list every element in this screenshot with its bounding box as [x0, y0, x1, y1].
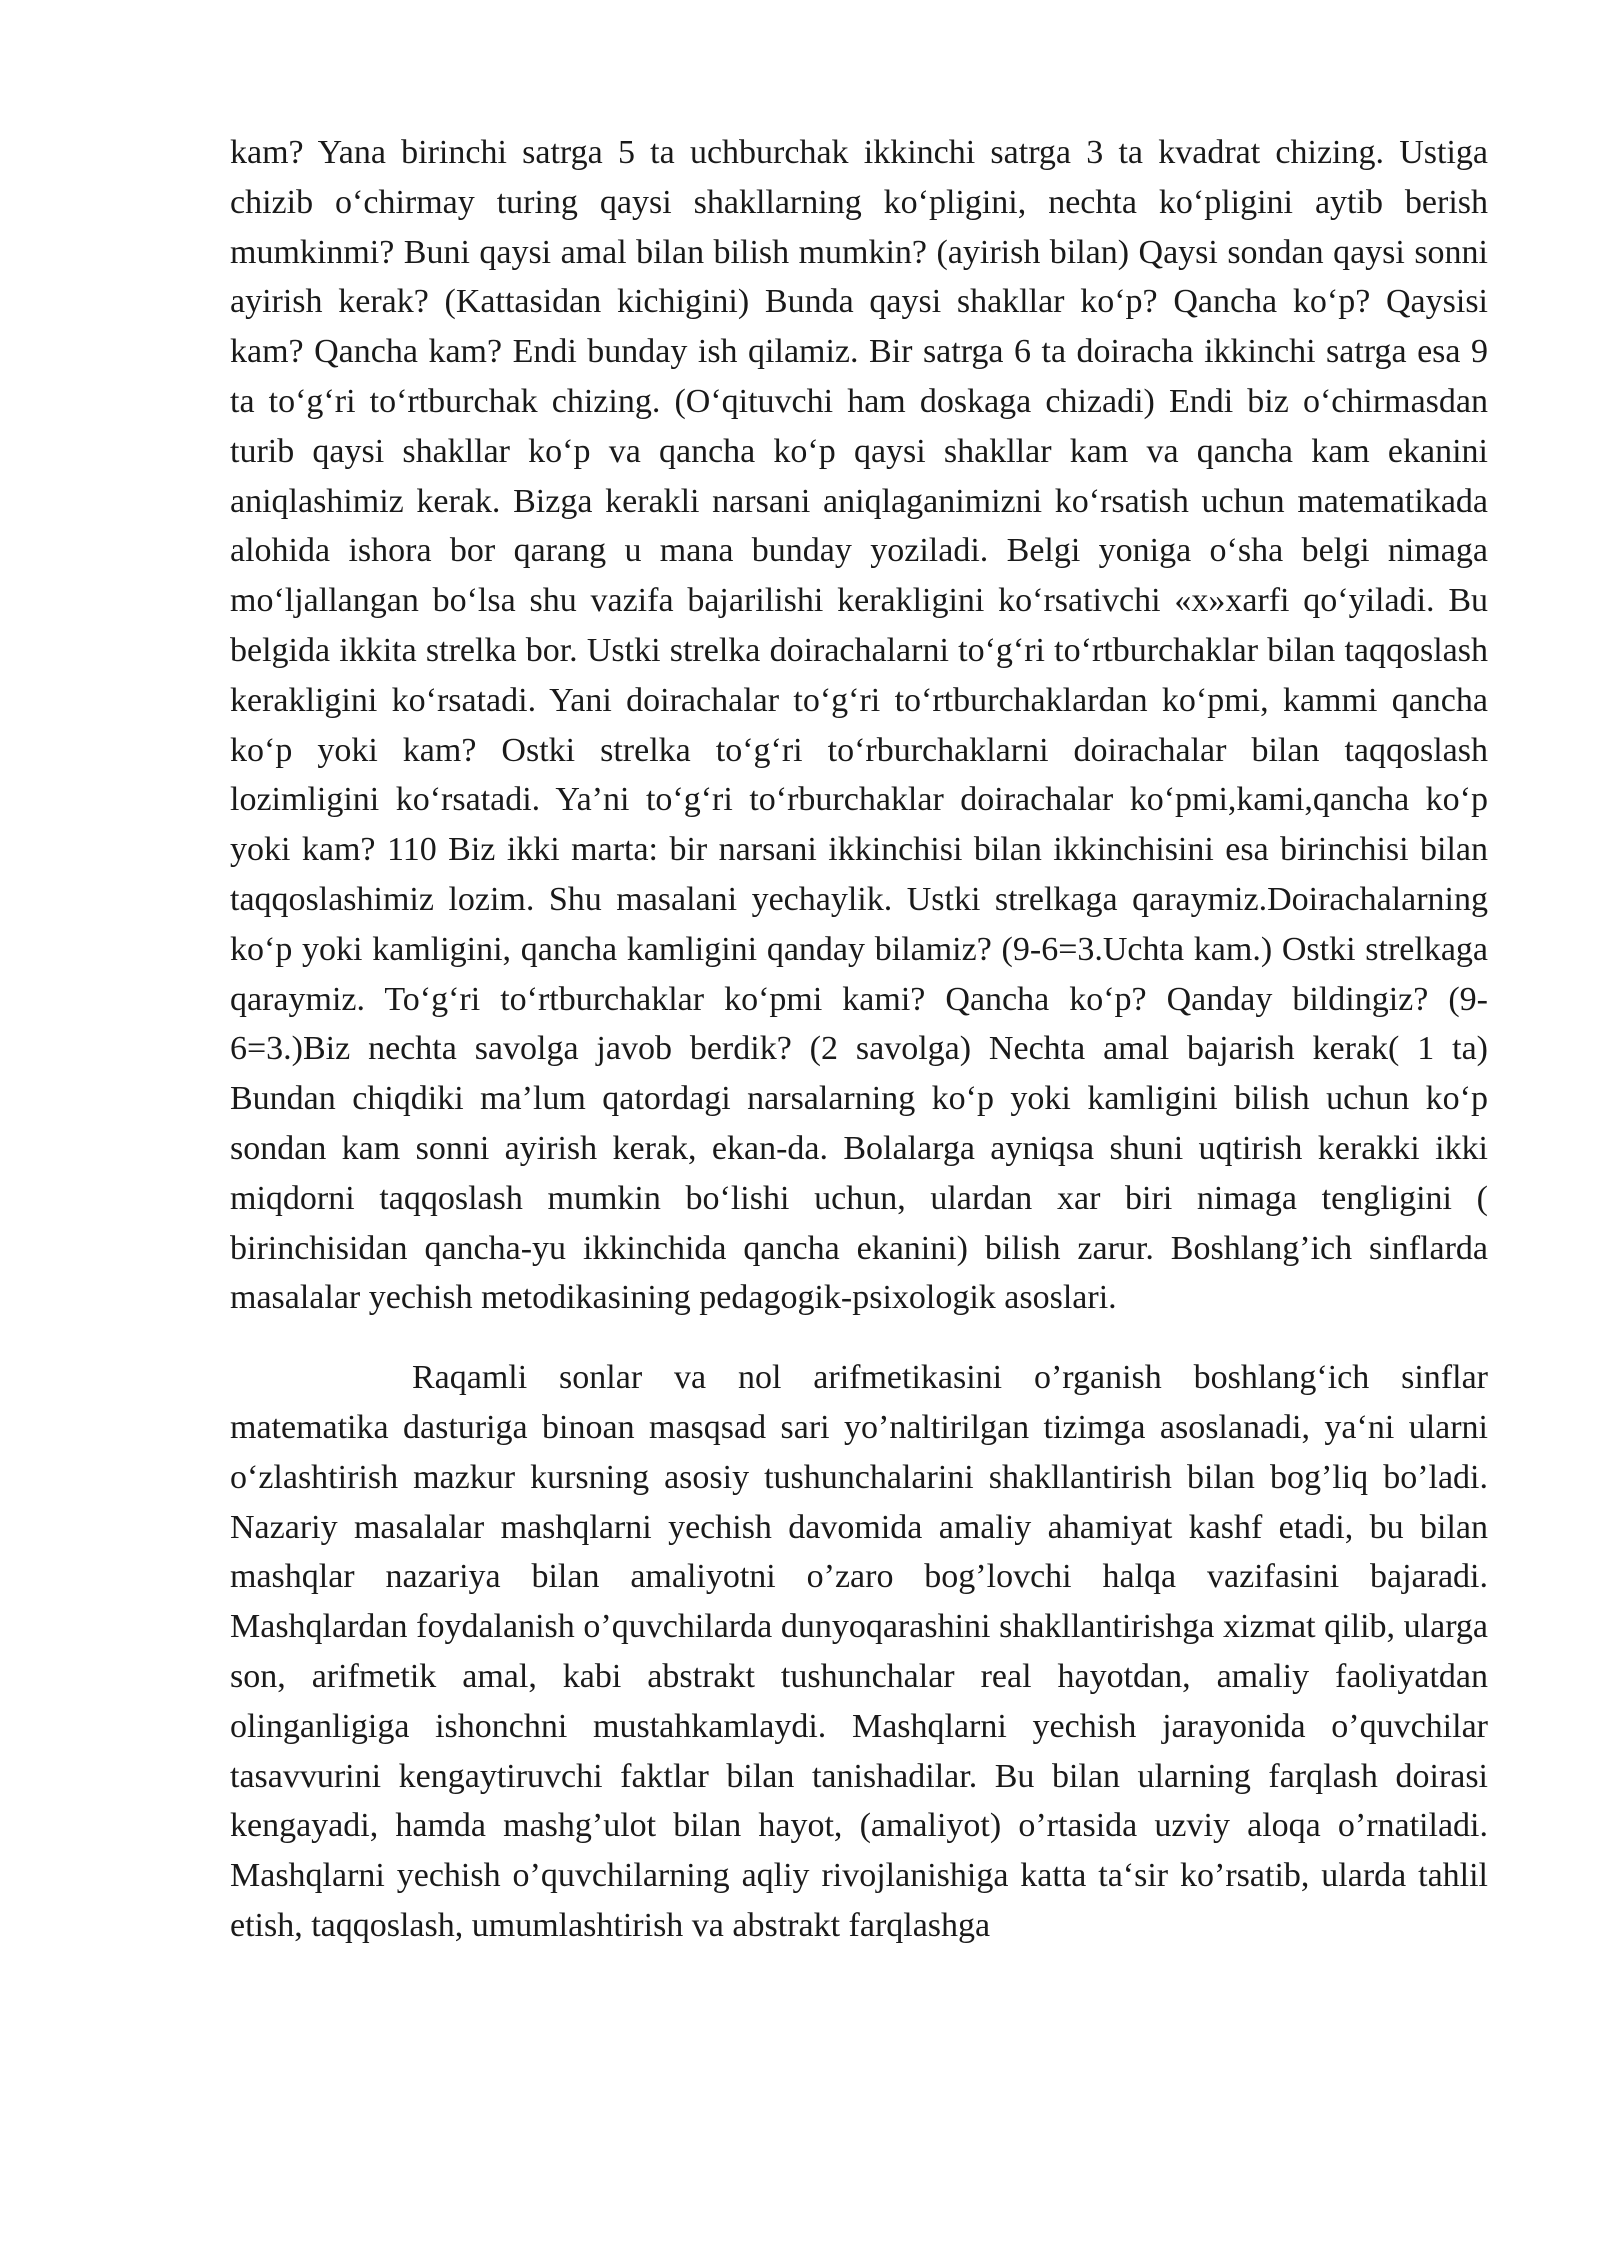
paragraph-comparison-lesson: kam? Yana birinchi satrga 5 ta uchburchak ikkinchi satrga 3 ta kvadrat chizing. Ustiga chizib o‘chirmay turing qaysi shakllarning ko‘pligini, nechta ko‘pligini aytib berish mumkinmi? Buni qaysi amal bilan bilish mumkin? (ayirish bilan) Qaysi sondan qaysi sonni ayirish kerak? (Kattasidan kichigini) Bunda qaysi shakllar ko‘p? Qancha ko‘p? Qaysisi kam? Qancha kam? Endi bunday ish qilamiz. Bir satrga 6 ta doiracha ikkinchi satrga esa 9 ta to‘g‘ri to‘rtburchak chizing. (O‘qituvchi ham doskaga chizadi) Endi biz o‘chirmasdan turib qaysi shakllar ko‘p va qancha ko‘p qaysi shakllar kam va qancha kam ekanini aniqlashimiz kerak. Bizga kerakli narsani aniqlaganimizni ko‘rsatish uchun matematikada alohida ishora bor qarang u mana bunday yoziladi. Belgi yoniga o‘sha belgi nimaga mo‘ljallangan bo‘lsa shu vazifa bajarilishi kerakligini ko‘rsativchi «x»xarfi qo‘yiladi. Bu belgida ikkita strelka bor. Ustki strelka doirachalarni to‘g‘ri to‘rtburchaklar bilan taqqoslash kerakligini ko‘rsatadi. Yani doirachalar to‘g‘ri to‘rtburchaklardan ko‘pmi, kammi qancha ko‘p yoki kam? Ostki strelka to‘g‘ri to‘rburchaklarni doirachalar bilan taqqoslash lozimligini ko‘rsatadi. Ya’ni to‘g‘ri to‘rburchaklar doirachalar ko‘pmi,kami,qancha ko‘p yoki kam? 110 Biz ikki marta: bir narsani ikkinchisi bilan ikkinchisini esa birinchisi bilan taqqoslashimiz lozim. Shu masalani yechaylik. Ustki strelkaga qaraymiz.Doirachalarning ko‘p yoki kamligini, qancha kamligini qanday bilamiz? (9-6=3.Uchta kam.) Ostki strelkaga qaraymiz. To‘g‘ri to‘rtburchaklar ko‘pmi kami? Qancha ko‘p? Qanday bildingiz? (9-6=3.)Biz nechta savolga javob berdik? (2 savolga) Nechta amal bajarish kerak( 1 ta) Bundan chiqdiki ma’lum qatordagi narsalarning ko‘p yoki kamligini bilish uchun ko‘p sondan kam sonni ayirish kerak, ekan-da. Bolalarga ayniqsa shuni uqtirish kerakki ikki miqdorni taqqoslash mumkin bo‘lishi uchun, ulardan xar biri nimaga tengligini ( birinchisidan qancha-yu ikkinchida qancha ekanini) bilish zarur. Boshlang’ich sinflarda masalalar yechish metodikasining pedagogik-psixologik asoslari. — [230, 134, 1488, 1317]
document-body — [230, 128, 1488, 1951]
paragraph-arithmetic-exercises: Raqamli sonlar va nol arifmetikasini o’rganish boshlang‘ich sinflar matematika dasturiga binoan masqsad sari yo’naltirilgan tizimga asoslanadi, ya‘ni ularni o‘zlashtirish mazkur kursning asosiy tushunchalarini shakllantirish bilan bog’liq bo’ladi. Nazariy masalalar mashqlarni yechish davomida amaliy ahamiyat kashf etadi, bu bilan mashqlar nazariya bilan amaliyotni o’zaro bog’lovchi halqa vazifasini bajaradi. Mashqlardan foydalanish o’quvchilarda dunyoqarashini shakllantirishga xizmat qilib, ularga son, arifmetik amal, kabi abstrakt tushunchalar real hayotdan, amaliy faoliyatdan olinganligiga ishonchni mustahkamlaydi. Mashqlarni yechish jarayonida o’quvchilar tasavvurini kengaytiruvchi faktlar bilan tanishadilar. Bu bilan ularning farqlash doirasi kengayadi, hamda mashg’ulot bilan hayot, (amaliyot) o’rtasida uzviy aloqa o’rnatiladi. Mashqlarni yechish o’quvchilarning aqliy rivojlanishiga katta ta‘sir ko’rsatib, ularda tahlil etish, taqqoslash, umumlashtirish va abstrakt farqlashga — [230, 1359, 1488, 1944]
